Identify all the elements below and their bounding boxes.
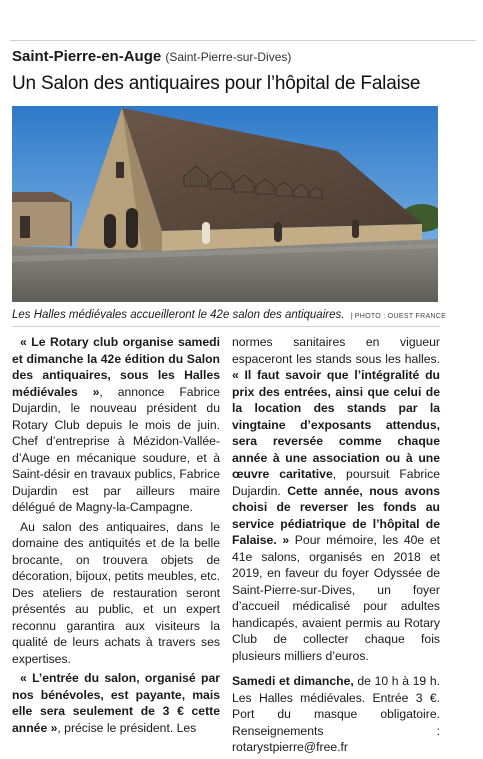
article-column-right [232,334,440,759]
paragraph [12,334,220,516]
location-kicker [12,48,291,65]
caption-text: Les Halles médiévales accueilleront le 42e salon des antiquaires. [12,309,345,321]
location-subtitle: (Saint-Pierre-sur-Dives) [165,50,292,64]
paragraph [12,670,220,736]
event-details: de 10 h à 19 h. Les Halles médiévales. Entrée 3 €. Port du masque obligatoire. Renseignements : rotarystpierre@free.fr [232,674,440,754]
quote-bold: « L’entrée du salon, organisé par nos bénévoles, est payante, mais elle sera seulement de 3 € cette année » [12,671,220,735]
event-dates: Samedi et dimanche, [232,674,354,688]
photo-caption [12,309,478,321]
event-info [232,673,440,756]
quote-bold: « Le Rotary club organise samedi et dimanche la 42e édition du Salon des antiquaires, sous les Halles médiévales » [12,335,220,399]
photo-credit: | PHOTO : OUEST FRANCE [350,313,447,320]
caption-rule [12,326,440,327]
body-text: , précise le président. Les [57,720,197,735]
paragraph: Au salon des antiquaires, dans le domaine des antiquités et de la belle brocante, on trouvera objets de décoration, bijoux, petits meubles, etc. Des ateliers de restauration seront présentés au public, et un expert reconnu garantira aux visiteurs la qualité de leurs achats à travers ses expertises. [12,519,220,666]
top-rule [10,40,476,41]
body-text: , poursuit Fabrice Dujardin. [232,467,440,498]
article-photo [12,106,438,302]
paragraph [232,334,440,664]
body-text: , annonce Fabrice Dujardin, le nouveau président du Rotary Club depuis le mois de juin. Chef d’entreprise à Mézidon-Vallée-d’Auge en mécanique soudure, et à Saint-désir en travaux publics, Fabrice Dujardin est par ailleurs maire délégué de Magny-la-Campagne. [12,384,220,514]
body-text: normes sanitaires en vigueur espaceront les stands sous les halles. [232,335,440,366]
quote-bold: « Il faut savoir que l’intégralité du prix des entrées, ainsi que celui de la location des stands par la vingtaine d’exposants attendus, sera reversée comme chaque année à une association ou à une œuvre caritative [232,368,440,481]
quote-bold: Cette année, nous avons choisi de reverser les fonds au service pédiatrique de l’hôpital de Falaise. » [232,483,440,547]
article-headline: Un Salon des antiquaires pour l’hôpital de Falaise [12,73,421,94]
location-name: Saint-Pierre-en-Auge [12,48,162,65]
body-text: Pour mémoire, les 40e et 41e salons, organisés en 2018 et 2019, en faveur du foyer Odyssée de Saint-Pierre-sur-Dives, un foyer d’accueil médicalisé pour adultes handicapés, avaient permis au Rotary Club de collecter chaque fois plusieurs milliers d’euros. [232,533,440,663]
article-column-left [12,334,220,739]
